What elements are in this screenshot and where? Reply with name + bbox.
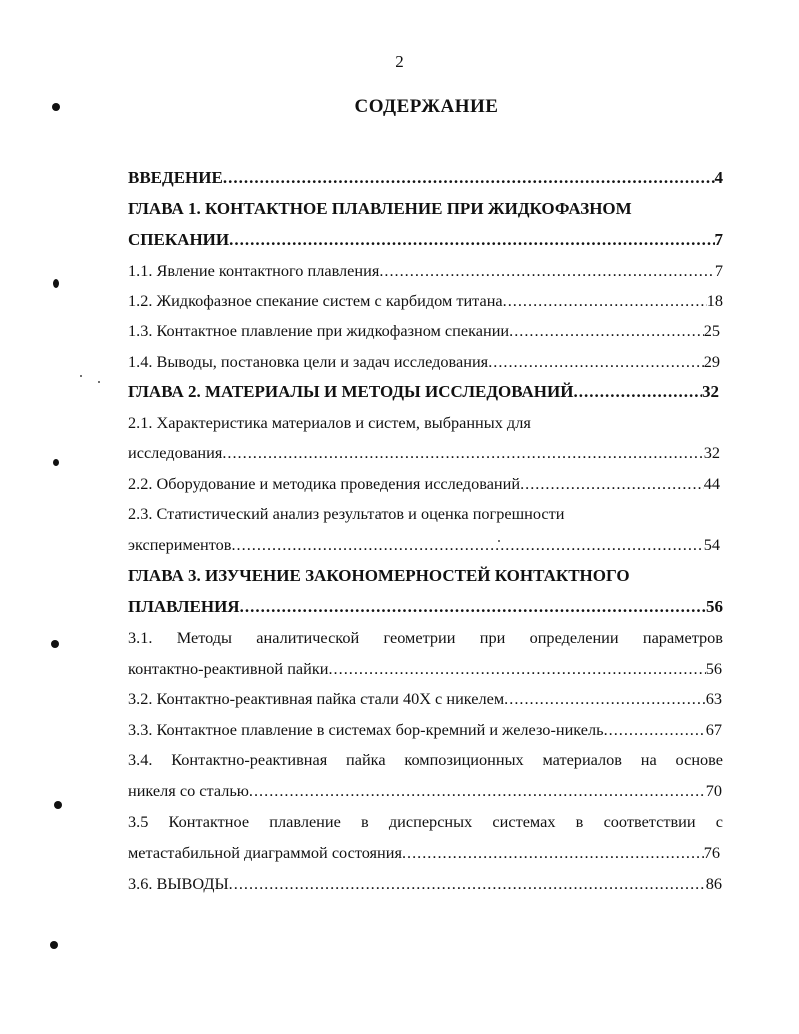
toc-label: исследования <box>128 443 223 462</box>
scan-speck <box>98 381 100 383</box>
toc-label: 2.1. Характеристика материалов и систем, выбранных для <box>128 413 531 432</box>
toc-label: 3.1. Методы аналитической геометрии при определении параметров <box>128 628 723 647</box>
toc-entry-chapter-1 <box>128 194 723 224</box>
toc-label: 3.6. ВЫВОДЫ <box>128 874 229 893</box>
binding-hole-mark <box>54 801 62 809</box>
toc-entry-2-1-cont <box>128 438 720 468</box>
toc-page: 63 <box>705 689 722 708</box>
toc-entry-3-4-cont <box>128 776 722 806</box>
dot-leader <box>231 530 703 560</box>
toc-label: 1.1. Явление контактного плавления <box>128 261 380 280</box>
toc-label: 1.4. Выводы, постановка цели и задач исследования <box>128 352 489 371</box>
toc-page: 70 <box>705 781 722 800</box>
toc-entry-2-2 <box>128 469 720 499</box>
page-title: СОДЕРЖАНИЕ <box>354 96 499 117</box>
scan-speck <box>80 375 82 377</box>
dot-leader <box>402 838 704 868</box>
toc-page: 18 <box>706 291 723 310</box>
toc-label: 3.5 Контактное плавление в дисперсных системах в соответствии с <box>128 812 723 831</box>
dot-leader <box>520 469 704 499</box>
toc-entry-1-2 <box>128 286 723 316</box>
dot-leader <box>509 316 704 346</box>
toc-entry-3-3 <box>128 715 722 745</box>
toc-label: ПЛАВЛЕНИЯ <box>128 597 240 616</box>
toc-label: СПЕКАНИИ <box>128 230 230 249</box>
toc-page: 32 <box>703 443 720 462</box>
toc-entry-1-1 <box>128 256 723 286</box>
dot-leader <box>229 869 706 899</box>
binding-hole-mark <box>53 279 59 288</box>
toc-page: 44 <box>703 474 720 493</box>
toc-page: 7 <box>714 261 723 280</box>
toc-entry-3-1 <box>128 623 723 653</box>
toc-entry-chapter-1-cont <box>128 225 723 255</box>
toc-entry-3-2 <box>128 684 722 714</box>
toc-page: 32 <box>702 382 719 401</box>
toc-label: 3.3. Контактное плавление в системах бор-кремний и железо-никель <box>128 720 604 739</box>
dot-leader <box>504 684 706 714</box>
dot-leader <box>379 256 715 286</box>
toc-page: 76 <box>703 843 720 862</box>
binding-hole-mark <box>53 459 59 466</box>
toc-label: 2.2. Оборудование и методика проведения исследований <box>128 474 521 493</box>
toc-label: экспериментов <box>128 535 232 554</box>
scan-speck <box>498 540 500 542</box>
dot-leader <box>573 377 702 407</box>
toc-label: контактно-реактивной пайки <box>128 659 329 678</box>
toc-label: 1.3. Контактное плавление при жидкофазном спекании <box>128 321 510 340</box>
binding-hole-mark <box>52 103 60 111</box>
toc-page: 86 <box>705 874 722 893</box>
toc-entry-3-4 <box>128 745 723 775</box>
dot-leader <box>488 347 704 377</box>
dot-leader <box>240 592 706 622</box>
dot-leader <box>328 654 705 684</box>
toc-page: 56 <box>706 597 723 616</box>
toc-entry-3-5-cont <box>128 838 720 868</box>
dot-leader <box>229 225 714 255</box>
dot-leader <box>503 286 707 316</box>
toc-entry-3-6 <box>128 869 722 899</box>
dot-leader <box>249 776 706 806</box>
toc-entry-3-5 <box>128 807 723 837</box>
toc-label: 3.4. Контактно-реактивная пайка композиционных материалов на основе <box>128 750 723 769</box>
toc-entry-chapter-2 <box>128 377 719 407</box>
toc-page: 7 <box>714 230 723 249</box>
toc-label: ВВЕДЕНИЕ <box>128 168 223 187</box>
toc-entry-3-1-cont <box>128 654 722 684</box>
binding-hole-mark <box>51 640 59 648</box>
toc-page: 25 <box>703 321 720 340</box>
toc-label: 2.3. Статистический анализ результатов и оценка погрешности <box>128 504 565 523</box>
toc-page: 4 <box>714 168 723 187</box>
page-number: 2 <box>395 52 404 71</box>
toc-entry-chapter-3-cont <box>128 592 723 622</box>
toc-label: ГЛАВА 3. ИЗУЧЕНИЕ ЗАКОНОМЕРНОСТЕЙ КОНТАКТНОГО <box>128 566 630 585</box>
toc-page: 56 <box>705 659 722 678</box>
toc-entry-introduction <box>128 163 723 193</box>
toc-entry-chapter-3 <box>128 561 723 591</box>
toc-entry-2-3 <box>128 499 723 529</box>
toc-entry-1-3 <box>128 316 720 346</box>
binding-hole-mark <box>50 941 58 949</box>
toc-page: 67 <box>705 720 722 739</box>
toc-entry-2-3-cont <box>128 530 720 560</box>
toc-label: ГЛАВА 1. КОНТАКТНОЕ ПЛАВЛЕНИЕ ПРИ ЖИДКОФАЗНОМ <box>128 199 632 218</box>
toc-entry-1-4 <box>128 347 720 377</box>
toc-page: 54 <box>703 535 720 554</box>
toc-page: 29 <box>703 352 720 371</box>
toc-entry-2-1 <box>128 408 723 438</box>
toc-label: метастабильной диаграммой состояния <box>128 843 402 862</box>
toc-label: никеля со сталью <box>128 781 249 800</box>
toc-label: 1.2. Жидкофазное спекание систем с карбидом титана <box>128 291 503 310</box>
toc-label: ГЛАВА 2. МАТЕРИАЛЫ И МЕТОДЫ ИССЛЕДОВАНИЙ <box>128 382 574 401</box>
toc-label: 3.2. Контактно-реактивная пайка стали 40Х с никелем <box>128 689 505 708</box>
dot-leader <box>223 163 715 193</box>
dot-leader <box>604 715 706 745</box>
dot-leader <box>222 438 703 468</box>
